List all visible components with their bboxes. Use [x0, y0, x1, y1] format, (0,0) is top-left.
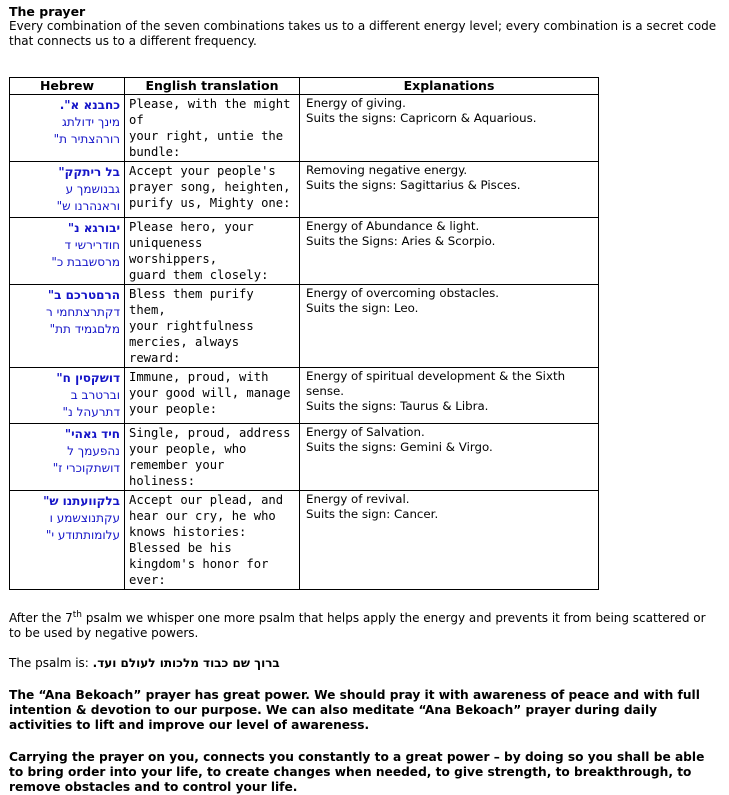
english-cell-line: prayer song, heighten,: [129, 180, 291, 194]
explanation-cell-line: Suits the signs: Capricorn & Aquarious.: [306, 111, 537, 125]
english-cell-line: Accept your people's: [129, 164, 276, 178]
psalm-label: The psalm is:: [9, 656, 93, 670]
table-row: [10, 424, 599, 491]
hebrew-cell: [10, 218, 125, 285]
hebrew-cell-line: וברטרב ב: [70, 388, 120, 402]
english-cell-line: your right, untie the: [129, 129, 284, 143]
hebrew-cell-line: דושתקוכרי ז": [52, 461, 120, 475]
carrying-paragraph: Carrying the prayer on you, connects you constantly to a great power – by doing so you shall be able to bring order into your life, to create changes when needed, to give strength, to breakthrough, to remove obstacles and to control your life.: [9, 750, 705, 794]
hebrew-cell-line: מינך ידולתג: [61, 115, 120, 129]
hebrew-cell-line: הרםטרכם ב": [47, 288, 120, 302]
hebrew-cell-line: דתרעהל נ": [62, 405, 120, 419]
hebrew-cell-line: בל ריתקק": [58, 165, 120, 179]
english-cell: [125, 218, 300, 285]
psalm-line: [9, 656, 720, 671]
table-row: [10, 285, 599, 368]
english-cell-line: Bless them purify them,: [129, 287, 254, 317]
english-cell-line: Accept our plead, and: [129, 493, 284, 507]
explanation-cell: [300, 368, 599, 424]
explanation-cell-line: Energy of spiritual development & the Sixth: [306, 369, 566, 383]
english-cell-line: remember your: [129, 458, 225, 472]
table-row: [10, 95, 599, 162]
explanation-cell-line: Energy of revival.: [306, 492, 410, 506]
english-cell-line: mercies, always reward:: [129, 335, 240, 365]
english-cell: [125, 285, 300, 368]
psalm-hebrew: ברוך שם כבוד מלכותו לעולם ועד.: [92, 656, 280, 670]
hebrew-cell-line: כחבנא א".: [59, 98, 120, 112]
english-cell-line: your good will, manage: [129, 386, 291, 400]
english-cell-line: your people:: [129, 402, 218, 416]
hebrew-cell: [10, 491, 125, 590]
explanation-cell: [300, 95, 599, 162]
table-row: [10, 162, 599, 218]
hebrew-cell: [10, 95, 125, 162]
english-cell: [125, 491, 300, 590]
english-cell: [125, 95, 300, 162]
explanation-cell-line: Suits the signs: Sagittarius & Pisces.: [306, 178, 521, 192]
english-cell-line: knows histories:: [129, 525, 247, 539]
explanation-cell-line: Suits the signs: Gemini & Virgo.: [306, 440, 493, 454]
explanation-cell-line: sense.: [306, 384, 345, 398]
power-paragraph: The “Ana Bekoach” prayer has great power. We should pray it with awareness of peace and with full intention & devotion to our purpose. We can also meditate “Ana Bekoach” prayer during daily activities to lift and improve our level of awareness.: [9, 688, 700, 732]
hebrew-cell-line: גבנושמך ע: [65, 182, 120, 196]
table-body: [10, 95, 599, 590]
english-cell-line: your people, who: [129, 442, 247, 456]
explanation-cell-line: Suits the sign: Leo.: [306, 301, 419, 315]
english-cell-line: Blessed be his: [129, 541, 232, 555]
hebrew-cell-line: עלומותתודע י": [45, 528, 120, 542]
hebrew-cell-line: עקתנוצשמע ו: [49, 511, 120, 525]
explanation-cell-line: Energy of Abundance & light.: [306, 219, 480, 233]
english-cell-line: bundle:: [129, 145, 181, 159]
hebrew-cell: [10, 368, 125, 424]
english-cell-line: purify us, Mighty one:: [129, 196, 291, 210]
page-title: The prayer: [9, 4, 86, 19]
explanation-cell-line: Suits the signs: Taurus & Libra.: [306, 399, 489, 413]
hebrew-cell: [10, 162, 125, 218]
hebrew-cell-line: רורהצתיר ת": [53, 132, 120, 146]
english-cell-line: your rightfulness: [129, 319, 254, 333]
header-hebrew: Hebrew: [10, 78, 125, 95]
hebrew-cell: [10, 285, 125, 368]
hebrew-cell-line: יבורגא נ": [67, 221, 120, 235]
hebrew-cell-line: מלםגמיד תת": [49, 322, 120, 336]
explanation-cell-line: Energy of Salvation.: [306, 425, 425, 439]
english-cell: [125, 162, 300, 218]
ordinal-suffix: th: [72, 610, 83, 620]
explanation-cell: [300, 218, 599, 285]
english-cell: [125, 368, 300, 424]
hebrew-cell-line: וראנהרנו ש": [56, 199, 120, 213]
hebrew-cell-line: חיד גאהי": [64, 427, 120, 441]
english-cell-line: ever:: [129, 573, 166, 587]
hebrew-cell-line: חודרירשי ד: [64, 238, 120, 252]
english-cell: [125, 424, 300, 491]
explanation-cell: [300, 491, 599, 590]
hebrew-cell-line: בלקוועתנו ש": [43, 494, 120, 508]
explanation-cell-line: Suits the Signs: Aries & Scorpio.: [306, 234, 496, 248]
table-row: [10, 491, 599, 590]
explanation-cell-line: Suits the sign: Cancer.: [306, 507, 439, 521]
prayer-table: [9, 77, 599, 590]
explanation-cell: [300, 285, 599, 368]
hebrew-cell-line: מרסשבבת כ": [51, 255, 120, 269]
table-row: [10, 218, 599, 285]
english-cell-line: hear our cry, he who: [129, 509, 276, 523]
after-psalm-text: [9, 611, 720, 641]
hebrew-cell-line: דקתרצתחמי ר: [46, 305, 120, 319]
explanation-cell: [300, 162, 599, 218]
english-cell-line: kingdom's honor for: [129, 557, 269, 571]
english-cell-line: Immune, proud, with: [129, 370, 269, 384]
english-cell-line: Single, proud, address: [129, 426, 291, 440]
header-english: English translation: [125, 78, 300, 95]
intro-text: Every combination of the seven combinations takes us to a different energy level; every combination is a secret code that connects us to a different frequency.: [9, 19, 717, 48]
english-cell-line: Please hero, your: [129, 220, 254, 234]
after-text-start: After the 7: [9, 611, 73, 625]
explanation-cell-line: Energy of overcoming obstacles.: [306, 286, 500, 300]
header-explanations: Explanations: [300, 78, 599, 95]
english-cell-line: Please, with the might of: [129, 97, 291, 127]
hebrew-cell-line: דושקסין ח": [56, 371, 120, 385]
english-cell-line: holiness:: [129, 474, 196, 488]
table-header-row: [10, 78, 599, 95]
english-cell-line: uniqueness worshippers,: [129, 236, 218, 266]
explanation-cell-line: Removing negative energy.: [306, 163, 468, 177]
explanation-cell: [300, 424, 599, 491]
english-cell-line: guard them closely:: [129, 268, 269, 282]
hebrew-cell: [10, 424, 125, 491]
hebrew-cell-line: נהפעמך ל: [67, 444, 120, 458]
table-row: [10, 368, 599, 424]
after-text-end: psalm we whisper one more psalm that helps apply the energy and prevents it from being scattered or to be used by negative powers.: [9, 611, 706, 640]
explanation-cell-line: Energy of giving.: [306, 96, 406, 110]
